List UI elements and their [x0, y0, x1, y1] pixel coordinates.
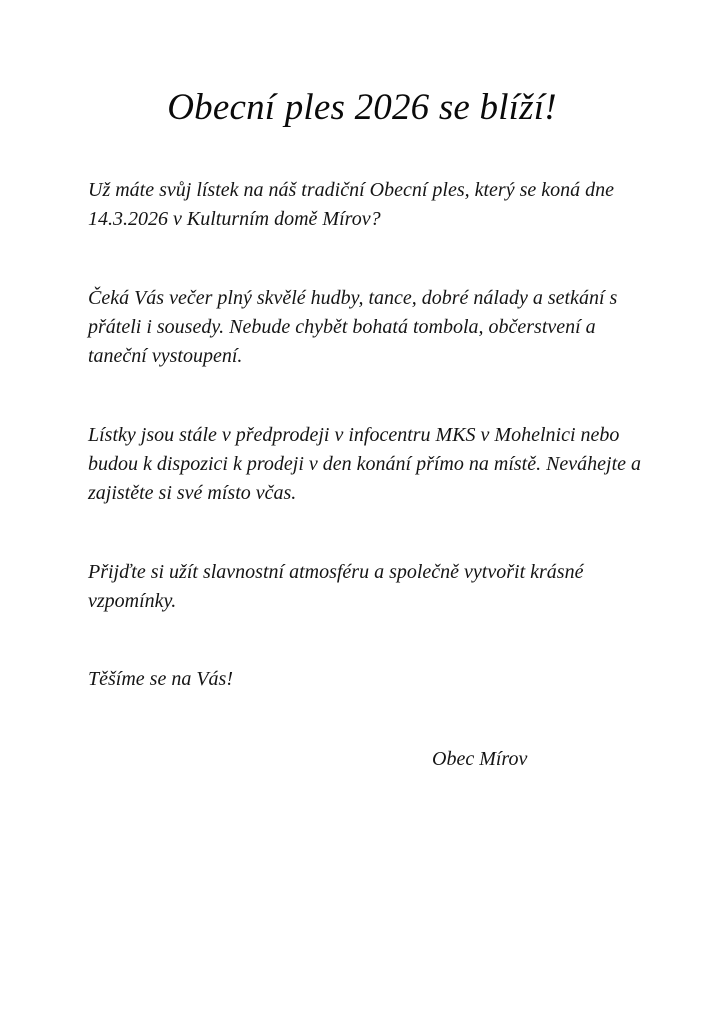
signature: Obec Mírov — [432, 748, 528, 770]
paragraph-invitation: Přijďte si užít slavnostní atmosféru a společně vytvořit krásné vzpomínky. — [88, 561, 584, 612]
paragraph-evening-program: Čeká Vás večer plný skvělé hudby, tance, dobré nálady a setkání s přáteli i sousedy. Nebude chybět bohatá tombola, občerstvení a taneční vystoupení. — [88, 287, 618, 367]
paragraph-closing: Těšíme se na Vás! — [88, 668, 233, 690]
paragraph-ticket-sales: Lístky jsou stále v předprodeji v infocentru MKS v Mohelnici nebo budou k dispozici k prodeji v den konání přímo na místě. Neváhejte a zajistěte si své místo včas. — [88, 424, 642, 504]
page-title: Obecní ples 2026 se blíží! — [167, 87, 557, 128]
paragraph-ticket-question: Už máte svůj lístek na náš tradiční Obecní ples, který se koná dne 14.3.2026 v Kulturním domě Mírov? — [88, 179, 614, 230]
